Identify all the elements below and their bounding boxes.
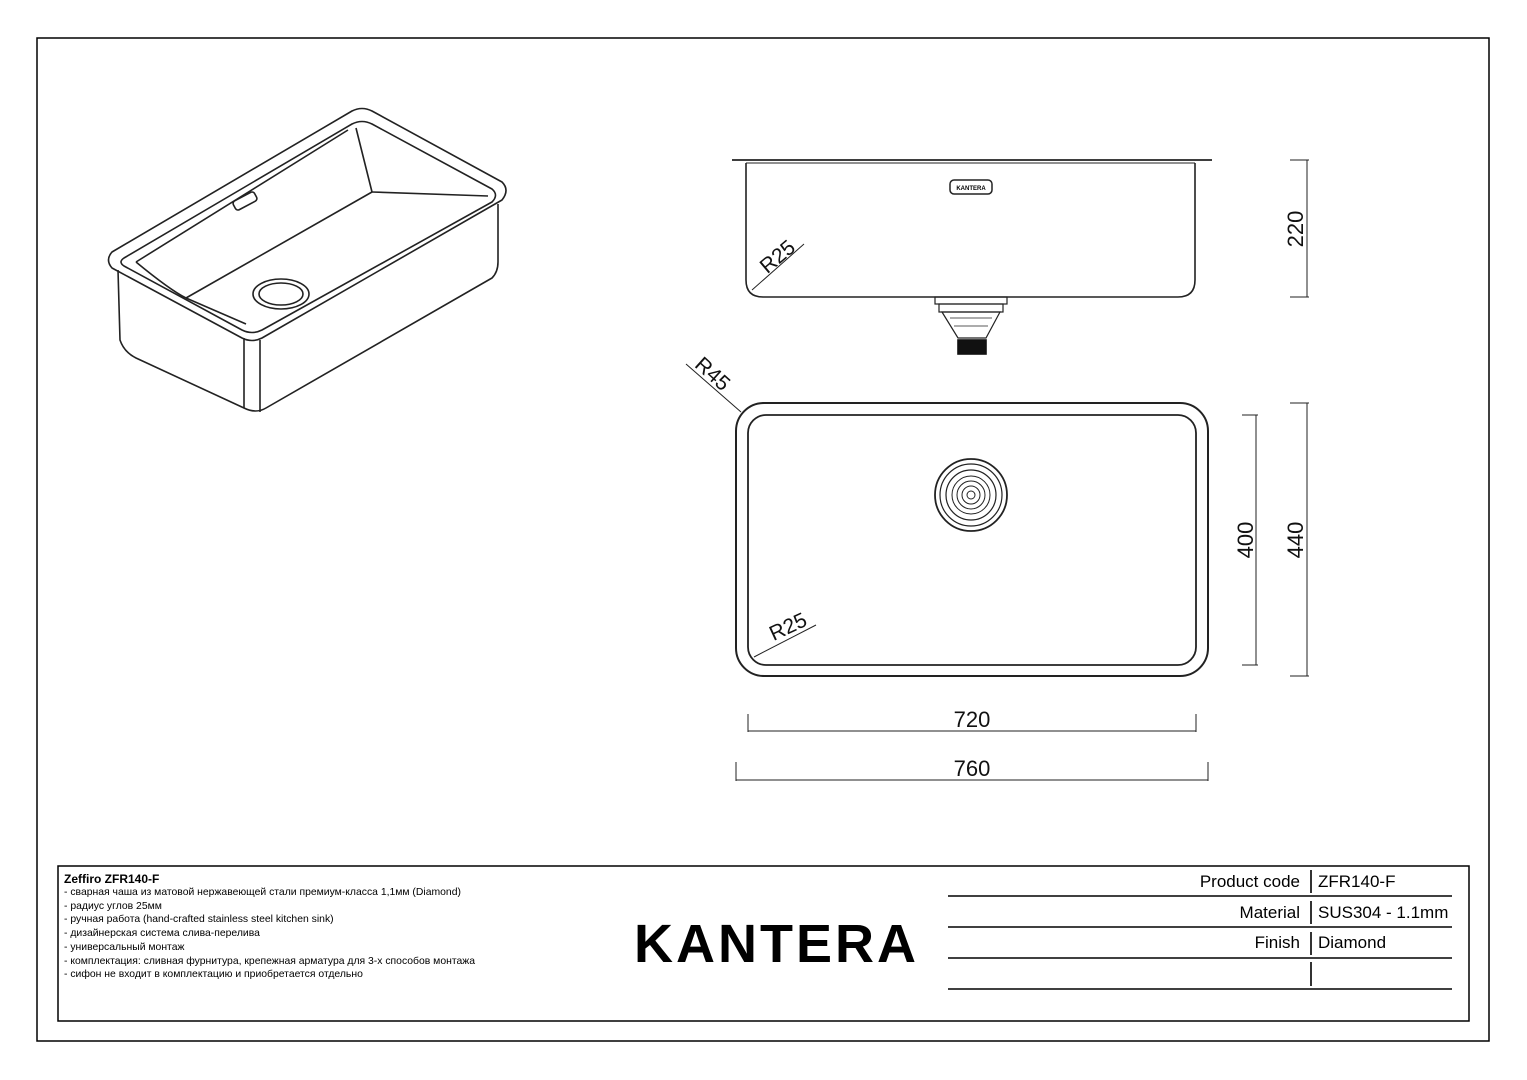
description-line: - комплектация: сливная фурнитура, крепежная арматура для 3-х способов монтажа (64, 955, 475, 967)
width-760-label: 760 (953, 756, 991, 781)
side-view (732, 160, 1309, 354)
side-view-badge-text: KANTERA (956, 186, 986, 192)
depth-440-label: 440 (1283, 521, 1308, 559)
side-radius-label: R25 (755, 235, 800, 279)
description-line: - радиус углов 25мм (64, 900, 162, 912)
width-720-label: 720 (953, 707, 991, 732)
brand-logo: KANTERA (634, 914, 919, 974)
description-line: - сифон не входит в комплектацию и приобретается отдельно (64, 969, 363, 981)
isometric-view (109, 109, 507, 413)
description-line: - универсальный монтаж (64, 941, 185, 953)
spec-value-product-code: ZFR140-F (1318, 872, 1396, 891)
product-title: Zeffiro ZFR140-F (64, 872, 160, 886)
spec-label-finish: Finish (1254, 933, 1300, 952)
outer-radius-label: R45 (690, 352, 735, 396)
product-description (64, 872, 624, 982)
spec-value-material: SUS304 - 1.1mm (1318, 903, 1449, 922)
inner-radius-label: R25 (765, 608, 811, 646)
top-view (686, 364, 1309, 781)
spec-label-product-code: Product code (1199, 872, 1300, 891)
depth-400-label: 400 (1233, 521, 1258, 559)
depth-220-label: 220 (1283, 210, 1308, 248)
spec-label-material: Material (1239, 903, 1300, 922)
spec-value-finish: Diamond (1318, 933, 1387, 952)
description-line: - ручная работа (hand-crafted stainless steel kitchen sink) (64, 914, 334, 926)
description-line: - сварная чаша из матовой нержавеющей стали премиум-класса 1,1мм (Diamond) (64, 887, 461, 898)
description-line: - дизайнерская система слива-перелива (64, 928, 260, 940)
